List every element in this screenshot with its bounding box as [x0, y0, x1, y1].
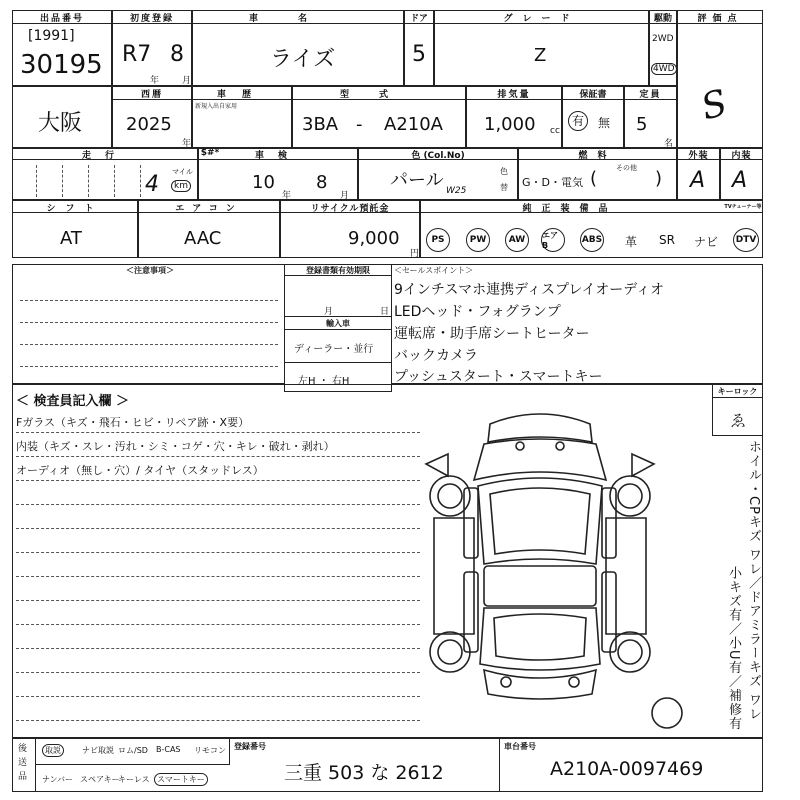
first-reg-year: R7 [122, 42, 152, 67]
recycle-value: 9,000 [348, 228, 400, 249]
ac-value: AAC [184, 228, 222, 249]
chassis-value: A210A-0097469 [550, 758, 704, 780]
reg-no-value: 三重 503 な 2612 [284, 762, 444, 784]
warranty-yes: 有 [568, 111, 588, 131]
score-cell [677, 10, 763, 148]
inspector-line-3: オーディオ（無し・穴）/ タイヤ（スタッドレス） [16, 464, 264, 477]
docs-day: 日 [380, 307, 390, 317]
tuner-header: TVチューナー等 [724, 204, 762, 210]
sales-point-2: LEDヘッド・フォグランプ [394, 304, 561, 320]
mileage-value: 4 [145, 172, 159, 197]
fuel-header: 燃料 [578, 151, 617, 161]
import-value: ディーラー・並行 [294, 344, 374, 355]
sales-point-3: 運転席・助手席シートヒーター [394, 326, 590, 342]
history-note: 新規入出自家用 [195, 103, 238, 110]
color-value: パール [390, 170, 444, 191]
cc-header: 排気量 [497, 90, 531, 100]
inspection-month: 8 [316, 172, 328, 193]
warranty-header: 保証書 [579, 90, 607, 100]
later-items-label: 後送品 [18, 744, 28, 782]
shift-header: シフト [46, 204, 104, 214]
door-count: 5 [412, 42, 426, 67]
fuel-options: G・D・電気 [522, 176, 583, 189]
docs-month: 月 [324, 307, 334, 317]
ext-grade: A [690, 168, 706, 193]
region-value: 大阪 [38, 111, 83, 136]
sales-header: ＜セールスポイント＞ [394, 266, 474, 275]
grade-header: グレード [503, 14, 580, 24]
spare-tire-icon [650, 696, 684, 730]
mile-label: マイル [172, 168, 193, 176]
model-code: A210A [384, 114, 443, 135]
mileage-header: 走行 [81, 151, 128, 161]
import-header: 輸入車 [326, 319, 350, 328]
equip-dtv: DTV [733, 228, 759, 252]
keylock-header: キーロック [717, 387, 758, 396]
inspection-month-unit: 月 [340, 191, 350, 201]
km-label: km [171, 180, 191, 192]
fuel-paren-close: ) [655, 168, 663, 189]
inspector-title: ＜ 検査員記入欄 ＞ [16, 394, 130, 409]
score-header: 評価点 [697, 14, 743, 24]
inspector-line-2: 内装（キズ・スレ・汚れ・シミ・コゲ・穴・キレ・破れ・剥れ） [16, 440, 335, 453]
recycle-unit: 円 [410, 249, 420, 259]
car-name-header: 車名 [248, 14, 347, 24]
first-reg-year-unit: 年 [150, 76, 160, 86]
equip-aw: AW [505, 228, 529, 252]
drive-4wd: 4WD [653, 64, 675, 74]
item-bcas: B-CAS [156, 745, 181, 754]
shift-value: AT [60, 228, 82, 249]
first-reg-month-unit: 月 [182, 76, 192, 86]
chassis-header: 車台番号 [504, 742, 536, 751]
item-spare-key: スペアキー [80, 775, 120, 784]
item-manual: 取説 [42, 744, 64, 757]
lot-number: 30195 [20, 50, 103, 80]
ext-header: 外装 [688, 151, 709, 161]
sharp-header: $#* [200, 148, 220, 158]
color-change-label: 色替 [500, 167, 508, 192]
damage-legend-1: ホイル・CPキズ ワレ／ドアミラーキズ ワレ [746, 440, 761, 722]
year-value: 2025 [126, 114, 172, 135]
sales-point-4: バックカメラ [394, 348, 478, 364]
warranty-no: 無 [598, 116, 611, 130]
lot-prefix: [1991] [28, 28, 75, 44]
first-reg-month: 8 [170, 42, 184, 67]
inspection-year: 10 [252, 172, 275, 193]
ac-header: エアコン [175, 204, 243, 214]
equip-leather: 革 [625, 235, 638, 249]
handle-value: 左H ・ 右H [298, 376, 350, 387]
sales-point-5: プッシュスタート・スマートキー [394, 369, 603, 385]
door-header: ドア [410, 14, 428, 24]
inspection-year-unit: 年 [282, 191, 292, 201]
inspector-line-1: Fガラス（キズ・飛石・ヒビ・リペア跡・X要） [16, 416, 250, 429]
recycle-header: リサイクル預託金 [310, 204, 390, 214]
color-header: 色 (Col.No) [411, 151, 465, 161]
drive-2wd: 2WD [652, 34, 674, 44]
item-navi-manual: ナビ取説 [82, 746, 114, 755]
grade-value: Z [534, 45, 547, 66]
cc-unit: cc [550, 126, 560, 136]
keylock-value: ゑ [730, 411, 747, 430]
int-grade: A [732, 168, 748, 193]
item-remote: リモコン [194, 746, 226, 755]
fuel-paren-open: ( [590, 168, 598, 189]
first-reg-header: 初度登録 [129, 14, 174, 24]
seats-unit: 名 [664, 139, 674, 149]
equip-pw: PW [466, 228, 490, 252]
model-prefix: 3BA [302, 114, 339, 135]
sales-point-1: 9インチスマホ連携ディスプレイオーディオ [394, 282, 665, 298]
int-header: 内装 [731, 151, 752, 161]
fuel-other-label: その他 [616, 164, 637, 172]
seats-header: 定員 [639, 90, 662, 100]
equip-navi: ナビ [694, 235, 719, 249]
inspection-header: 車検 [254, 151, 301, 161]
car-diagram [420, 404, 660, 734]
score-value: S [697, 82, 732, 129]
item-plate: ナンバー [42, 775, 74, 784]
equip-ps: PS [426, 228, 450, 252]
equip-header: 純正装備品 [522, 204, 618, 214]
car-name: ライズ [270, 47, 336, 72]
equip-sunroof: SR [659, 233, 675, 247]
item-rom-sd: ロム/SD [118, 746, 148, 755]
model-header: 型式 [339, 90, 418, 100]
model-dash: - [356, 114, 363, 135]
color-code: W25 [446, 186, 467, 196]
damage-legend-2: 小キズ有／小U有／補修有 [726, 566, 741, 731]
docs-header: 登録書類有効期限 [306, 266, 370, 275]
history-header: 車歴 [216, 90, 267, 100]
equip-abs: ABS [580, 228, 604, 252]
lot-no-header: 出品番号 [39, 14, 84, 24]
item-smart-key: スマートキー [154, 773, 208, 786]
item-keyless: キーレス [118, 775, 150, 784]
year-unit: 年 [182, 139, 192, 149]
equip-airbag: エアB [541, 228, 565, 252]
drive-header: 駆動 [653, 14, 672, 24]
seats-value: 5 [636, 114, 648, 135]
caution-header: ＜注意事項＞ [126, 266, 174, 275]
cc-value: 1,000 [484, 114, 536, 135]
year-header: 西暦 [140, 90, 163, 100]
reg-no-header: 登録番号 [234, 742, 266, 751]
